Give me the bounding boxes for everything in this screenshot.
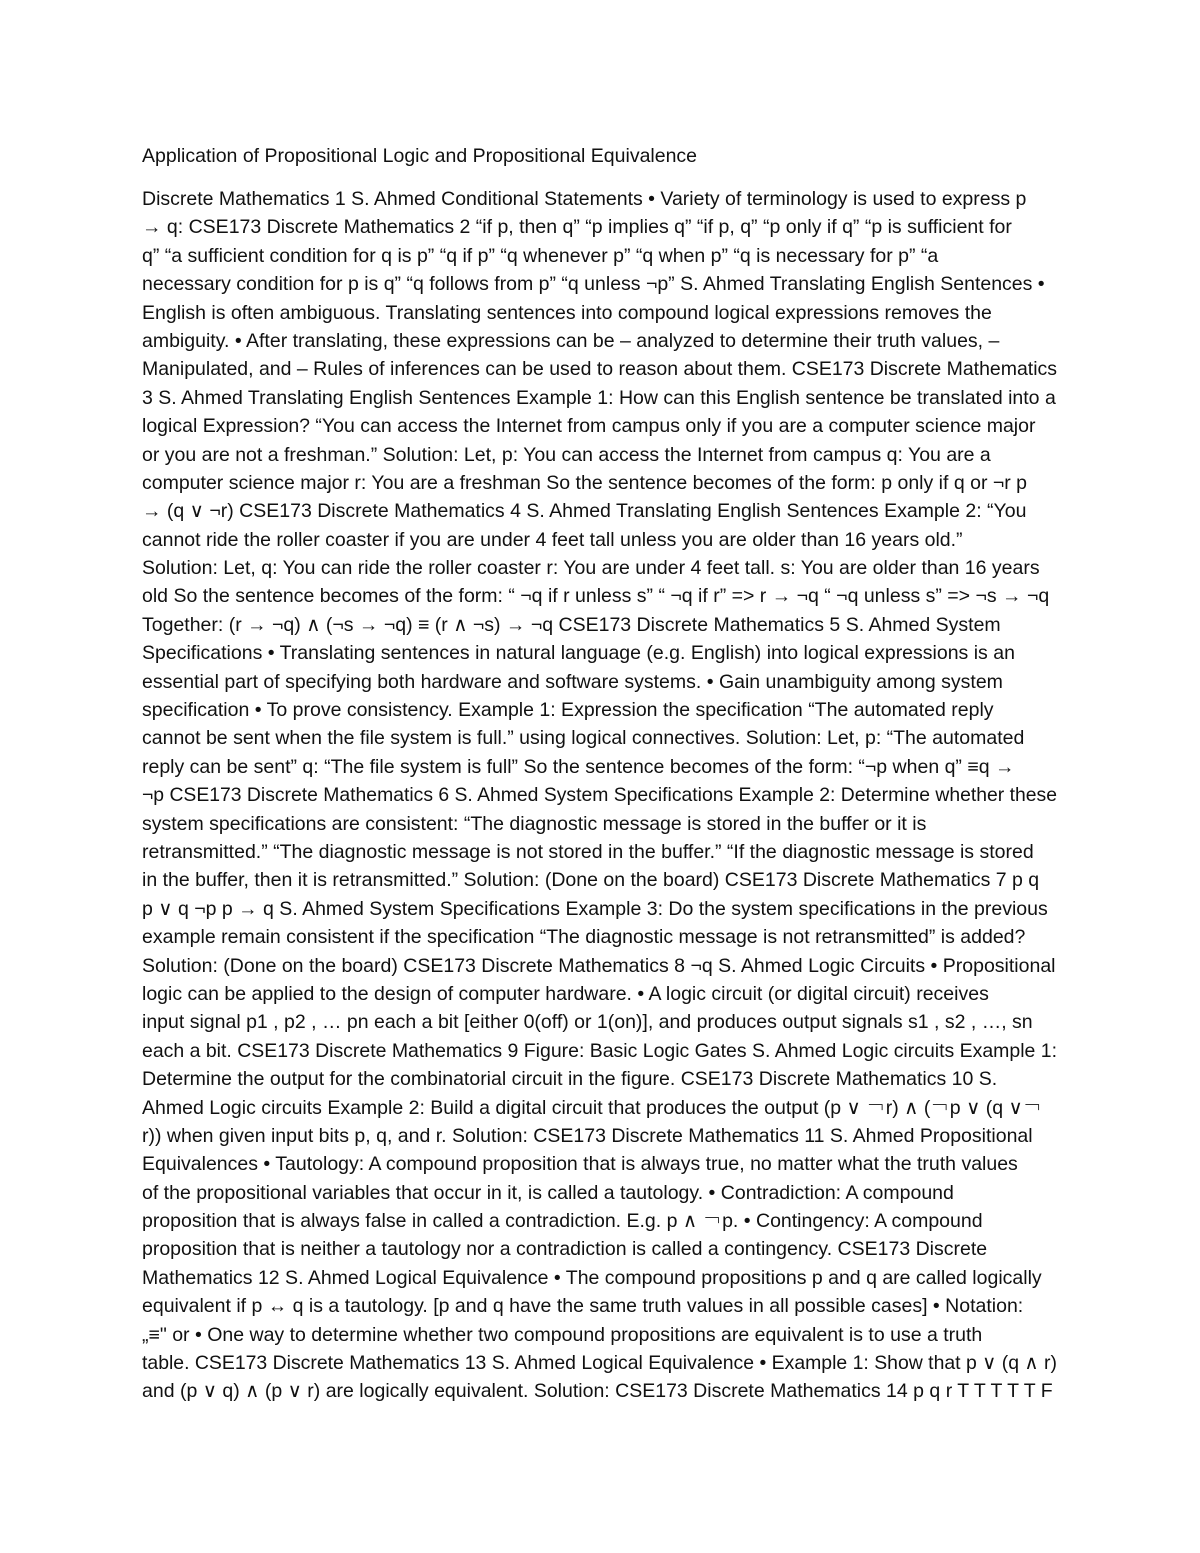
body-text-line: proposition that is neither a tautology nor a contradiction is called a contingency. CSE173 Discrete [142, 1238, 988, 1261]
body-text-line: p ∨ q ¬p p → q S. Ahmed System Specifications Example 3: Do the system specifications in the previous [142, 897, 1048, 920]
body-text-line: specification • To prove consistency. Example 1: Expression the specification “The automated reply [142, 699, 994, 722]
body-text-line: ¬p CSE173 Discrete Mathematics 6 S. Ahmed System Specifications Example 2: Determine whether these [142, 784, 1057, 807]
body-text-line: Manipulated, and – Rules of inferences can be used to reason about them. CSE173 Discrete Mathematics [142, 358, 1058, 381]
body-text-line: Together: (r → ¬q) ∧ (¬s → ¬q) ≡ (r ∧ ¬s) → ¬q CSE173 Discrete Mathematics 5 S. Ahmed System [142, 613, 1001, 636]
body-text-line: q” “a sufficient condition for q is p” “q if p” “q whenever p” “q when p” “q is necessary for p” “a [142, 244, 939, 267]
body-text-line: Solution: (Done on the board) CSE173 Discrete Mathematics 8 ¬q S. Ahmed Logic Circuits • Propositional [142, 954, 1056, 977]
body-text-line: system specifications are consistent: “The diagnostic message is stored in the buffer or it is [142, 812, 927, 835]
body-text-line: Determine the output for the combinatorial circuit in the figure. CSE173 Discrete Mathematics 10 S. [142, 1068, 998, 1091]
body-text-line: proposition that is always false in called a contradiction. E.g. p ∧ ￢p. • Contingency: A compound [142, 1210, 983, 1233]
body-text-line: r)) when given input bits p, q, and r. Solution: CSE173 Discrete Mathematics 11 S. Ahmed Propositional [142, 1124, 1033, 1147]
body-text-line: example remain consistent if the specification “The diagnostic message is not retransmitted” is added? [142, 926, 1026, 949]
body-text-line: Mathematics 12 S. Ahmed Logical Equivalence • The compound propositions p and q are called logically [142, 1266, 1042, 1289]
document-title: Application of Propositional Logic and Propositional Equivalence [142, 145, 698, 167]
body-text-line: „≡" or • One way to determine whether two compound propositions are equivalent is to use a truth [142, 1323, 983, 1346]
body-text-line: logic can be applied to the design of computer hardware. • A logic circuit (or digital circuit) receives [142, 982, 989, 1005]
body-text-line: English is often ambiguous. Translating sentences into compound logical expressions removes the [142, 301, 992, 324]
body-text-line: retransmitted.” “The diagnostic message is not stored in the buffer.” “If the diagnostic message is stored [142, 840, 1034, 863]
body-text-line: ambiguity. • After translating, these expressions can be – analyzed to determine their truth values, – [142, 329, 1000, 352]
body-text-line: or you are not a freshman.” Solution: Let, p: You can access the Internet from campus q: You are a [142, 443, 991, 466]
body-text-line: Equivalences • Tautology: A compound proposition that is always true, no matter what the truth values [142, 1153, 1018, 1176]
body-text-line: Specifications • Translating sentences in natural language (e.g. English) into logical expressions is an [142, 642, 1015, 665]
body-text-line: → (q ∨ ¬r) CSE173 Discrete Mathematics 4 S. Ahmed Translating English Sentences Example 2: “You [142, 500, 1027, 523]
body-text-line: 3 S. Ahmed Translating English Sentences Example 1: How can this English sentence be translated into a [142, 386, 1056, 409]
body-text-line: table. CSE173 Discrete Mathematics 13 S. Ahmed Logical Equivalence • Example 1: Show that p ∨ (q ∧ r) [142, 1352, 1057, 1375]
body-text-line: equivalent if p ↔ q is a tautology. [p and q have the same truth values in all possible cases] • Notation: [142, 1295, 1024, 1318]
body-text-line: old So the sentence becomes of the form: “ ¬q if r unless s” “ ¬q if r” => r → ¬q “ ¬q unless s” => ¬s → ¬q [142, 585, 1050, 608]
body-text-line: Ahmed Logic circuits Example 2: Build a digital circuit that produces the output (p ∨ ￢r) ∧ (￢p ∨ (q ∨￢ [142, 1096, 1043, 1119]
body-text-line: reply can be sent” q: “The file system is full” So the sentence becomes of the form: “¬p when q” ≡q → [142, 755, 1015, 778]
body-text-line: of the propositional variables that occur in it, is called a tautology. • Contradiction: A compound [142, 1181, 954, 1204]
body-text-line: input signal p1 , p2 , … pn each a bit [either 0(off) or 1(on)], and produces output signals s1 , s2 , …, sn [142, 1011, 1033, 1034]
body-text-line: Discrete Mathematics 1 S. Ahmed Conditional Statements • Variety of terminology is used to express p [142, 188, 1027, 210]
body-text-line: and (p ∨ q) ∧ (p ∨ r) are logically equivalent. Solution: CSE173 Discrete Mathematics 14 p q r T T T T T F [142, 1380, 1053, 1403]
body-text-line: essential part of specifying both hardware and software systems. • Gain unambiguity among system [142, 670, 1003, 693]
body-text-line: cannot ride the roller coaster if you are under 4 feet tall unless you are older than 16 years old.” [142, 528, 963, 551]
body-text-line: necessary condition for p is q” “q follows from p” “q unless ¬p” S. Ahmed Translating English Sentences • [142, 273, 1045, 296]
body-text-line: logical Expression? “You can access the Internet from campus only if you are a computer science major [142, 415, 1036, 438]
body-text-line: in the buffer, then it is retransmitted.” Solution: (Done on the board) CSE173 Discrete Mathematics 7 p q [142, 869, 1040, 892]
body-text-line: computer science major r: You are a freshman So the sentence becomes of the form: p only if q or ¬r p [142, 471, 1028, 494]
body-text-line: → q: CSE173 Discrete Mathematics 2 “if p, then q” “p implies q” “if p, q” “p only if q” “p is sufficient for [142, 216, 1012, 239]
document-body [142, 185, 1082, 1406]
body-text-line: cannot be sent when the file system is full.” using logical connectives. Solution: Let, p: “The automated [142, 727, 1025, 750]
body-text-line: Solution: Let, q: You can ride the roller coaster r: You are under 4 feet tall. s: You are older than 16 years [142, 557, 1040, 580]
body-text-line: each a bit. CSE173 Discrete Mathematics 9 Figure: Basic Logic Gates S. Ahmed Logic circuits Example 1: [142, 1039, 1057, 1062]
